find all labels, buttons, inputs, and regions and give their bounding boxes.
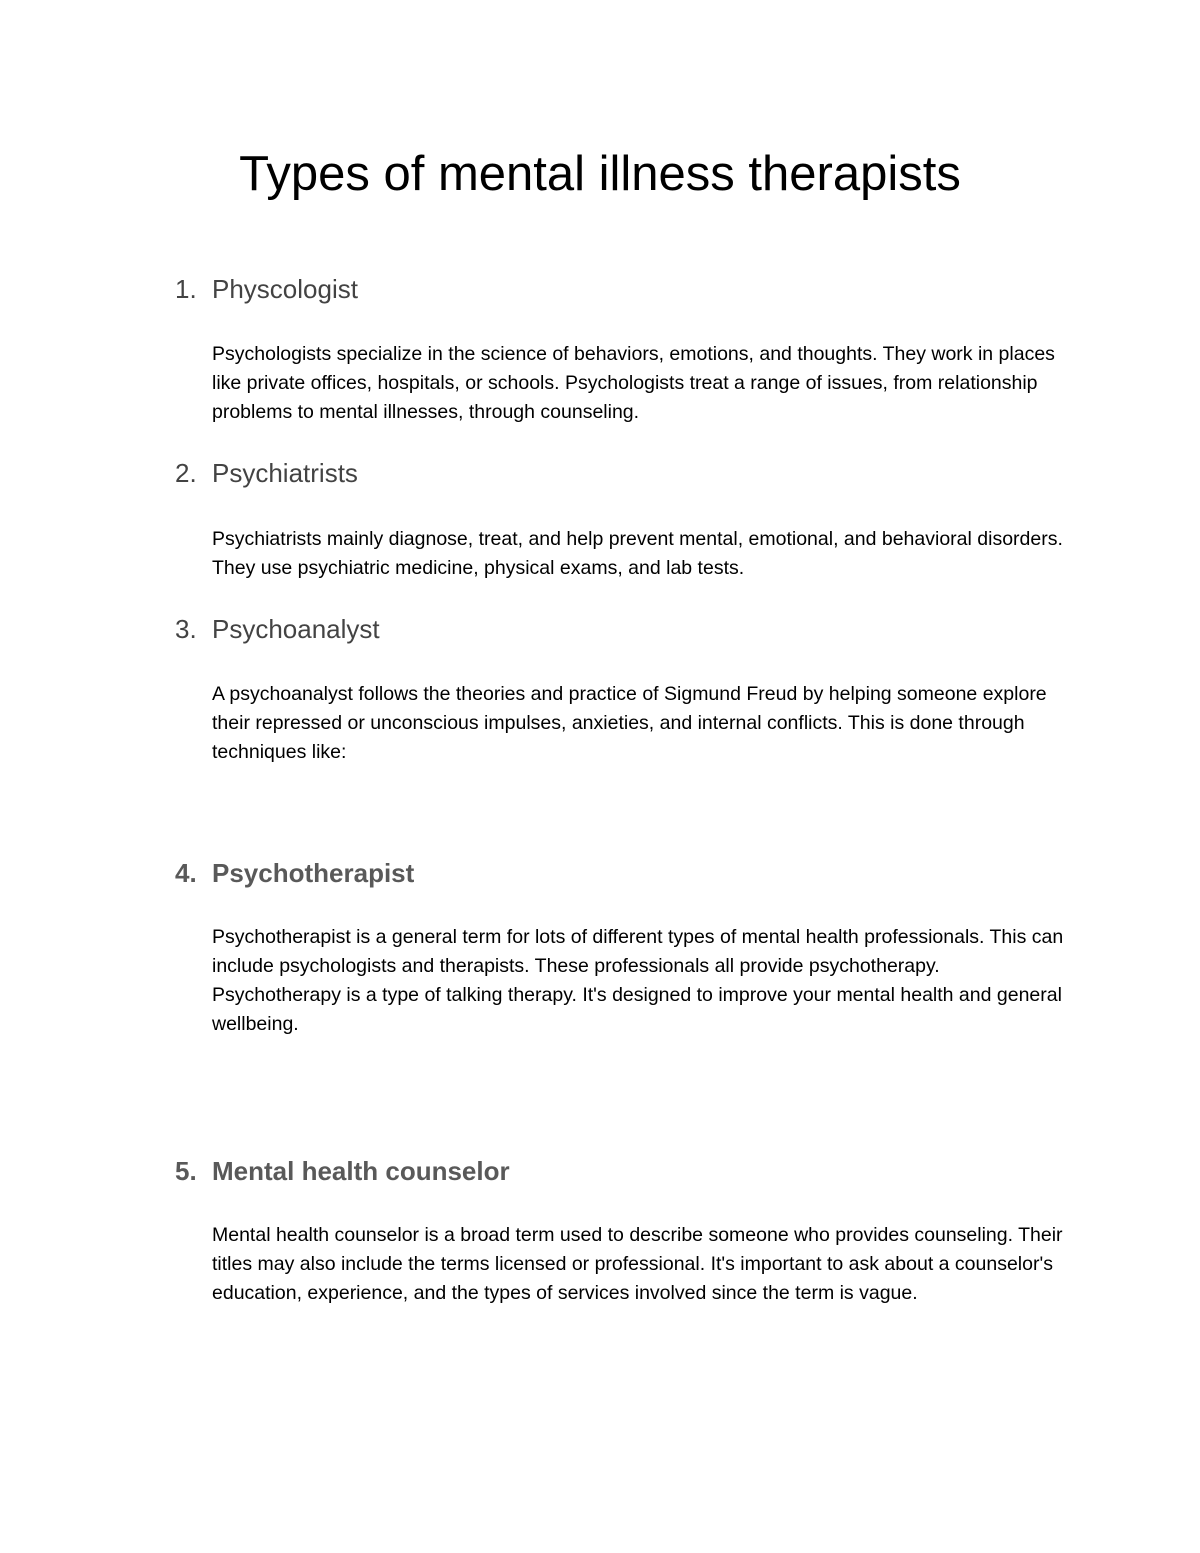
section-number: 5. xyxy=(175,1156,197,1186)
section-body-mental-health-counselor: Mental health counselor is a broad term used to describe someone who provides counseling. Their titles may also include the terms licensed or professional. It's important to ask about a counselor's education, experience, and the types of services involved since the term is vague. xyxy=(212,1224,1063,1304)
section-number: 1. xyxy=(175,274,197,304)
section-number: 2. xyxy=(175,458,197,488)
section-heading-physcologist xyxy=(175,273,358,305)
section-body-psychotherapist: Psychotherapist is a general term for lots of different types of mental health professionals. This can include psychologists and therapists. These professionals all provide psychotherapy. Psychotherapy is a type of talking therapy. It's designed to improve your mental health and general wellbeing. xyxy=(212,926,1064,1035)
section-body-psychoanalyst: A psychoanalyst follows the theories and practice of Sigmund Freud by helping someone explore their repressed or unconscious impulses, anxieties, and internal conflicts. This is done through techniques like: xyxy=(212,683,1047,763)
section-body-physcologist: Psychologists specialize in the science of behaviors, emotions, and thoughts. They work in places like private offices, hospitals, or schools. Psychologists treat a range of issues, from relationship problems to mental illnesses, through counseling. xyxy=(212,343,1055,423)
section-heading-psychoanalyst xyxy=(175,613,380,645)
section-number: 4. xyxy=(175,858,197,888)
section-title: Psychoanalyst xyxy=(212,614,380,644)
section-number: 3. xyxy=(175,614,197,644)
section-heading-psychotherapist xyxy=(175,857,414,889)
section-title: Psychiatrists xyxy=(212,458,358,488)
document-title: Types of mental illness therapists xyxy=(239,147,961,201)
section-body-psychiatrists: Psychiatrists mainly diagnose, treat, and help prevent mental, emotional, and behavioral disorders. They use psychiatric medicine, physical exams, and lab tests. xyxy=(212,528,1063,579)
section-heading-psychiatrists xyxy=(175,457,358,489)
section-title: Mental health counselor xyxy=(212,1156,510,1186)
section-title: Psychotherapist xyxy=(212,858,415,888)
section-title: Physcologist xyxy=(212,274,358,304)
section-heading-mental-health-counselor xyxy=(175,1155,510,1187)
